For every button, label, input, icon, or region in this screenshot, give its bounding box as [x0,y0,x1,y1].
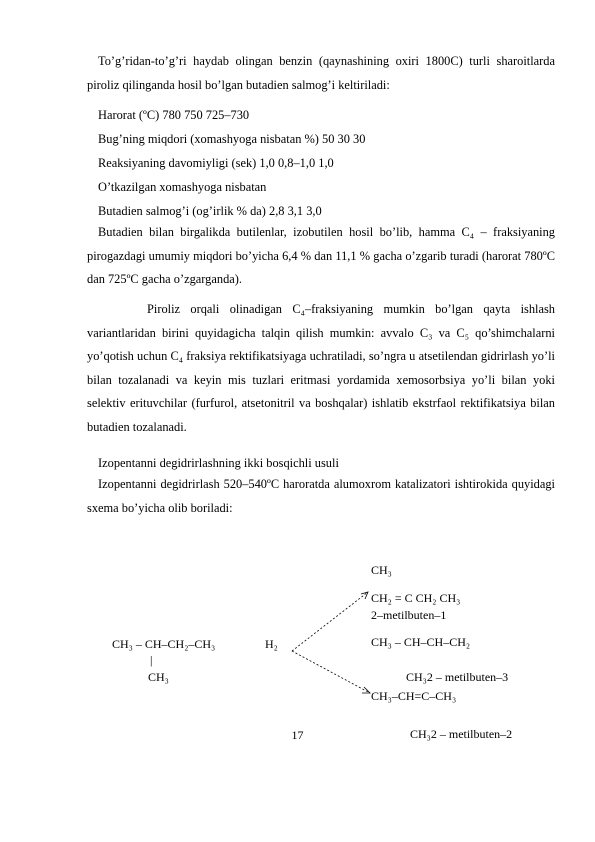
product2-name: CH₃2 – metilbuten–3 [406,670,509,684]
reactant-isopentane: CH₃ – CH–CH₂–CH₃ [112,637,216,651]
table-line-feed-ratio: O’tkazilgan xomashyoga nisbatan [98,180,267,194]
table-line-steam: Bug’ning miqdori (xomashyoga nisbatan %) 50 30 30 [98,132,366,146]
paragraph-pyrolysis-intro: To’g’ridan-to’g’ri haydab olingan benzin (qaynashining oxiri 1800C) turli sharoitlarda piroliz qilinganda hosil bo’lgan butadien salmog’i keltiriladi: [87,54,555,92]
reactant-branch-bar: | [150,653,153,667]
paragraph-butylenes: Butadien bilan birgalikda butilenlar, izobutilen hosil bo’lib, hamma C₄ – fraksiyaning pirogazdagi umumiy miqdori bo’yicha 6,4 % dan 11,1 % gacha o’zgarib turadi (harorat 780ºC dan 725ºC gacha o’zgarganda). [87,225,555,287]
product1-name: 2–metilbuten–1 [371,608,447,622]
reaction-scheme [0,555,595,755]
paragraph-c4-processing: Piroliz orqali olinadigan C₄–fraksiyaning mumkin bo’lgan qayta ishlash variantlaridan birini quyidagicha talqin qilish mumkin: avvalo C₃ va C₅ qo’shimchalarni yo’qotish uchun C₄ fraksiya rektifikatsiyaga uchratiladi, so’ngra u atsetilendan gidrirlash yo’li bilan tozalanadi va keyin mis tuzlari eritmasi yordamida xemosorbsiya yo’li bilan yoki selektiv erituvchilar (furfurol, atsetonitril va boshqalar) ishlatib ekstrfaol rektifikatsiya bilan butadien tozalanadi. [87,302,555,434]
table-line-duration: Reaksiyaning davomiyligi (sek) 1,0 0,8–1,0 1,0 [98,156,334,170]
product2-formula: CH₃ – CH–CH–CH₂ [371,635,471,649]
product3-formula: CH₃–CH=C–CH₃ [371,689,457,703]
table-line-temperature: Harorat (ºC) 780 750 725–730 [98,108,250,122]
product1-formula: CH₂ = C CH₂ CH₃ [371,591,461,605]
table-line-butadiene-yield: Butadien salmog’i (og’irlik % da) 2,8 3,1 3,0 [98,204,322,218]
page-number: 17 [291,728,304,742]
paragraph-dehydrogenation: Izopentanni degidrirlash 520–540ºC haroratda alumoxrom katalizatori ishtirokida quyidagi sxema bo’yicha olib boriladi: [87,477,555,515]
arrowhead-product-1 [361,592,368,599]
arrow-to-product-1 [292,592,368,651]
arrow-to-product-3 [292,651,370,693]
product3-name: CH₃2 – metilbuten–2 [410,727,513,741]
reactant-branch-methyl: CH₃ [148,670,169,684]
arrowhead-product-3 [362,687,370,693]
hydrogen-label: H₂ [265,637,278,651]
section-heading: Izopentanni degidrirlashning ikki bosqichli usuli [98,456,339,470]
product1-methyl: CH₃ [371,563,392,577]
